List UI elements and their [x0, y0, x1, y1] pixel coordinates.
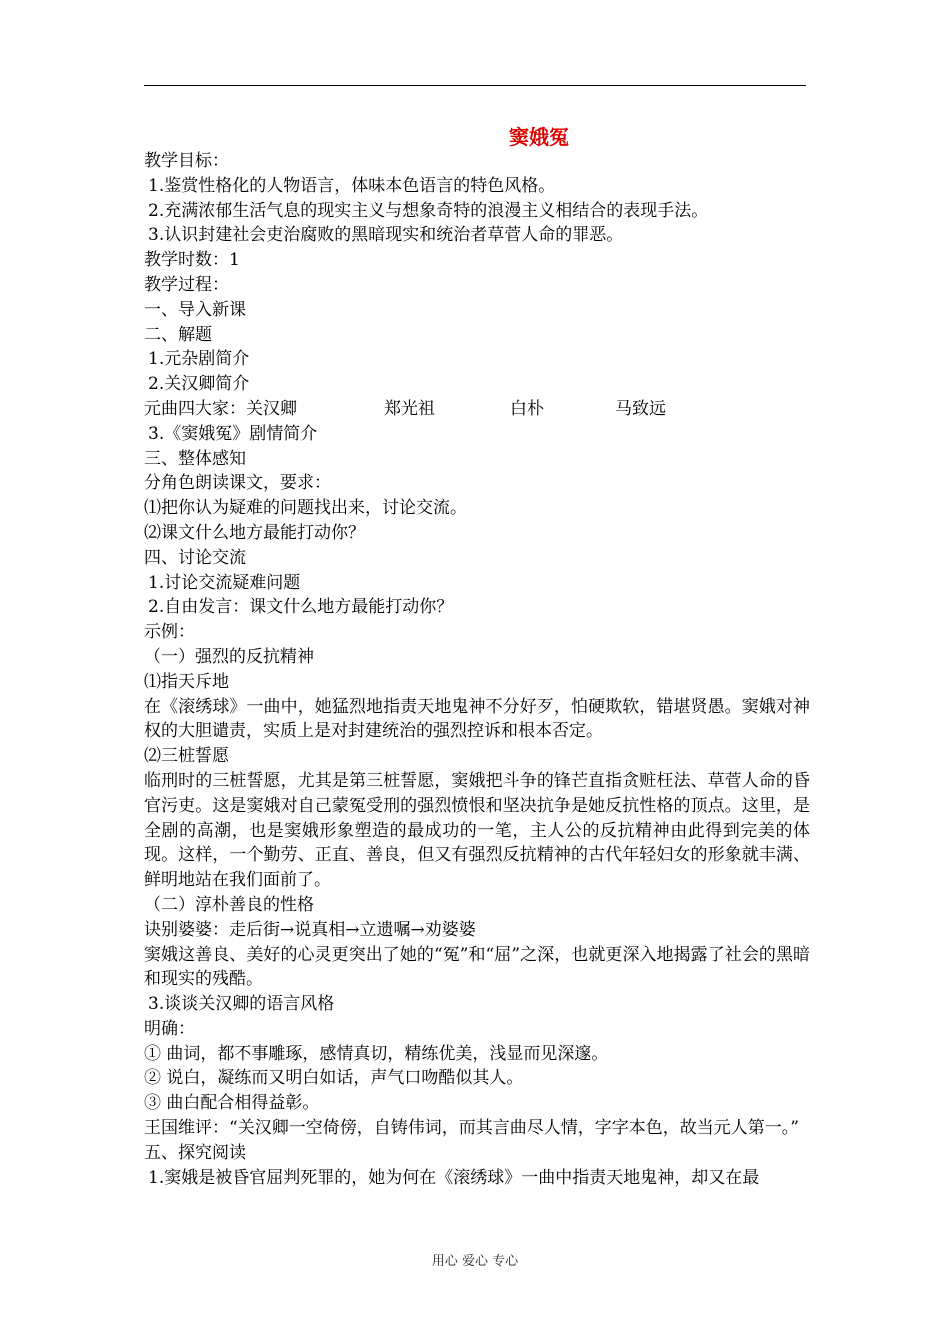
header-rule	[144, 85, 806, 86]
page-footer: 用心 爱心 专心	[431, 1254, 519, 1269]
master-2: 郑光祖	[384, 398, 435, 419]
section-1-heading: 一、导入新课	[144, 299, 246, 320]
clarify-point-3: ③ 曲白配合相得益彰。	[144, 1093, 320, 1114]
goal-2: 2.充满浓郁生活气息的现实主义与想象奇特的浪漫主义相结合的表现手法。	[148, 200, 709, 221]
example-1-sub-a-text: 在《滚绣球》一曲中，她猛烈地指责天地鬼神不分好歹，怕硬欺软，错堪贤愚。窦娥对神权的大胆谴责，实质上是对封建统治的强烈控诉和根本否定。	[144, 696, 810, 742]
section-4-item-3: 3.谈谈关汉卿的语言风格	[148, 994, 335, 1015]
example-2-farewell: 诀别婆婆：走后街→说真相→立遗嘱→劝婆婆	[144, 919, 476, 940]
document-body	[144, 149, 810, 1190]
section-3-req-1: ⑴把你认为疑难的问题找出来，讨论交流。	[144, 498, 467, 519]
master-3: 白朴	[510, 398, 544, 419]
clarify-point-1: ① 曲词，都不事雕琢，感情真切，精练优美，浅显而见深邃。	[144, 1043, 609, 1064]
section-2-item-2: 2.关汉卿简介	[148, 374, 250, 395]
document-title: 窦娥冤	[509, 125, 569, 149]
example-2-heading: （二）淳朴善良的性格	[144, 894, 314, 915]
wang-guowei-quote: 王国维评：“关汉卿一空倚傍，自铸伟词，而其言曲尽人情，字字本色，故当元人第一。”	[144, 1118, 799, 1139]
example-1-sub-a: ⑴指天斥地	[144, 671, 229, 692]
four-masters-label: 元曲四大家：关汉卿	[144, 398, 297, 419]
goal-3: 3.认识封建社会吏治腐败的黑暗现实和统治者草菅人命的罪恶。	[148, 225, 624, 246]
section-4-item-2: 2.自由发言：课文什么地方最能打动你？	[148, 597, 454, 618]
section-2-item-1: 1.元杂剧简介	[148, 349, 250, 370]
goal-1: 1.鉴赏性格化的人物语言，体味本色语言的特色风格。	[148, 175, 556, 196]
clarify-label: 明确：	[144, 1018, 195, 1039]
section-4-heading: 四、讨论交流	[144, 547, 246, 568]
section-3-requirement: 分角色朗读课文，要求：	[144, 473, 331, 494]
clarify-point-2: ② 说白，凝练而又明白如话，声气口吻酷似其人。	[144, 1068, 524, 1089]
example-label: 示例：	[144, 622, 195, 643]
example-2-text: 窦娥这善良、美好的心灵更突出了她的“冤”和“屈”之深，也就更深入地揭露了社会的黑暗和现实的残酷。	[144, 944, 810, 990]
example-1-sub-b: ⑵三桩誓愿	[144, 746, 229, 767]
section-5-item-1: 1.窦娥是被昏官屈判死罪的，她为何在《滚绣球》一曲中指责天地鬼神，却又在最	[148, 1167, 760, 1188]
section-2-item-3: 3.《窦娥冤》剧情简介	[148, 423, 318, 444]
section-4-item-1: 1.讨论交流疑难问题	[148, 572, 301, 593]
section-2-heading: 二、解题	[144, 324, 212, 345]
section-3-req-2: ⑵课文什么地方最能打动你？	[144, 522, 365, 543]
example-1-heading: （一）强烈的反抗精神	[144, 646, 314, 667]
teaching-hours: 教学时数：1	[144, 250, 240, 271]
example-1-sub-b-text: 临刑时的三桩誓愿，尤其是第三桩誓愿，窦娥把斗争的锋芒直指贪赃枉法、草菅人命的昏官污吏。这是窦娥对自己蒙冤受刑的强烈愤恨和坚决抗争是她反抗性格的顶点。这里，是全剧的高潮，也是窦娥形象塑造的最成功的一笔，主人公的反抗精神由此得到完美的体现。这样，一个勤劳、正直、善良，但又有强烈反抗精神的古代年轻妇女的形象就丰满、鲜明地站在我们面前了。	[144, 770, 810, 891]
section-5-heading: 五、探究阅读	[144, 1142, 246, 1163]
section-3-heading: 三、整体感知	[144, 448, 246, 469]
process-heading: 教学过程：	[144, 274, 229, 295]
four-masters-line	[144, 397, 810, 422]
goals-heading: 教学目标：	[144, 151, 229, 171]
master-4: 马致远	[615, 398, 666, 419]
